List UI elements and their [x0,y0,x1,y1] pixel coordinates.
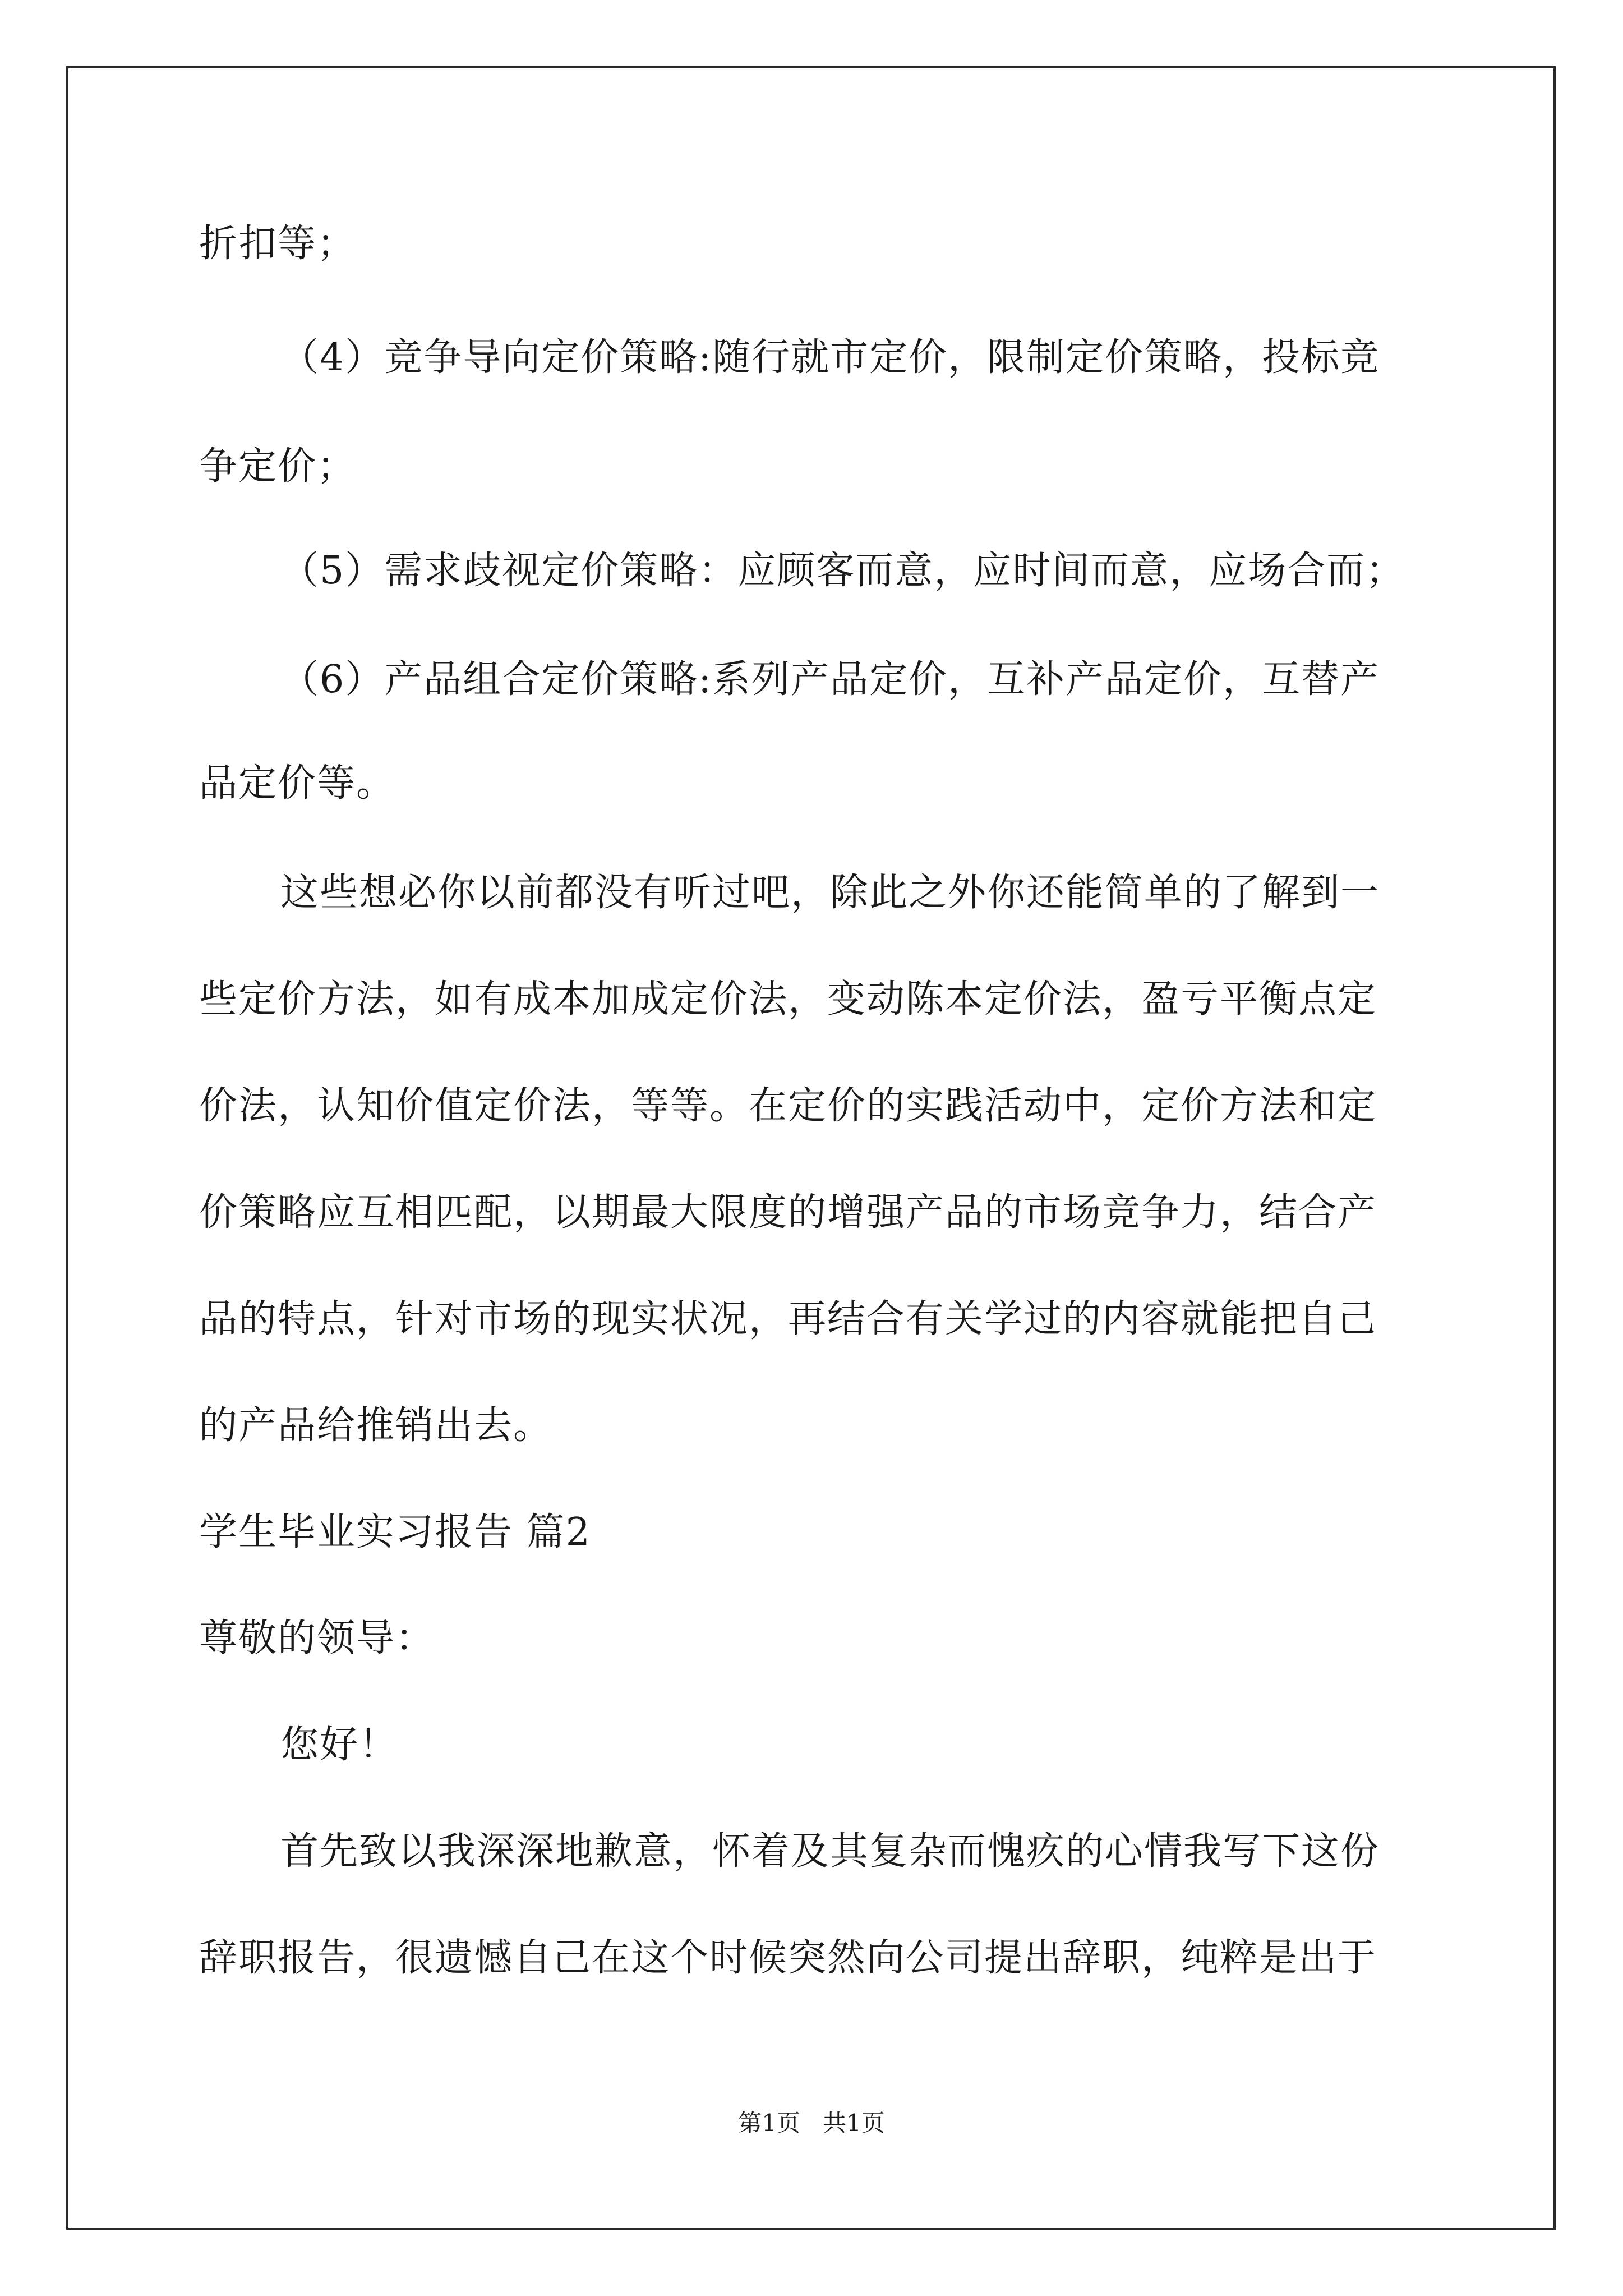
text-line: 价法，认知价值定价法，等等。在定价的实践活动中，定价方法和定 [199,1084,1377,1128]
text-line: （4）竞争导向定价策略:随行就市定价，限制定价策略，投标竞 [280,335,1380,380]
text-line: （5）需求歧视定价策略：应顾客而意，应时间而意，应场合而； [280,549,1405,593]
text-line: 品的特点，针对市场的现实状况，再结合有关学过的内容就能把自己 [199,1297,1377,1341]
text-line: 价策略应互相匹配，以期最大限度的增强产品的市场竞争力，结合产 [199,1190,1377,1235]
text-line: 些定价方法，如有成本加成定价法，变动陈本定价法，盈亏平衡点定 [199,977,1377,1022]
text-line: 争定价； [199,444,357,489]
page-border [66,66,1556,2230]
page-number-footer: 第1页 共1页 [738,2109,885,2137]
text-line: 首先致以我深深地歉意，怀着及其复杂而愧疚的心情我写下这份 [280,1829,1380,1874]
text-line: 这些想必你以前都没有听过吧，除此之外你还能简单的了解到一 [280,871,1380,915]
greeting: 您好！ [280,1723,399,1767]
text-line: 辞职报告，很遗憾自己在这个时候突然向公司提出辞职，纯粹是出于 [199,1936,1377,1980]
text-line: 折扣等； [199,222,357,266]
section-heading: 学生毕业实习报告 篇2 [199,1510,591,1554]
text-line: 品定价等。 [199,761,396,806]
salutation: 尊敬的领导： [199,1616,435,1660]
text-line: （6）产品组合定价策略:系列产品定价，互补产品定价，互替产 [280,657,1380,702]
text-line: 的产品给推销出去。 [199,1404,553,1448]
